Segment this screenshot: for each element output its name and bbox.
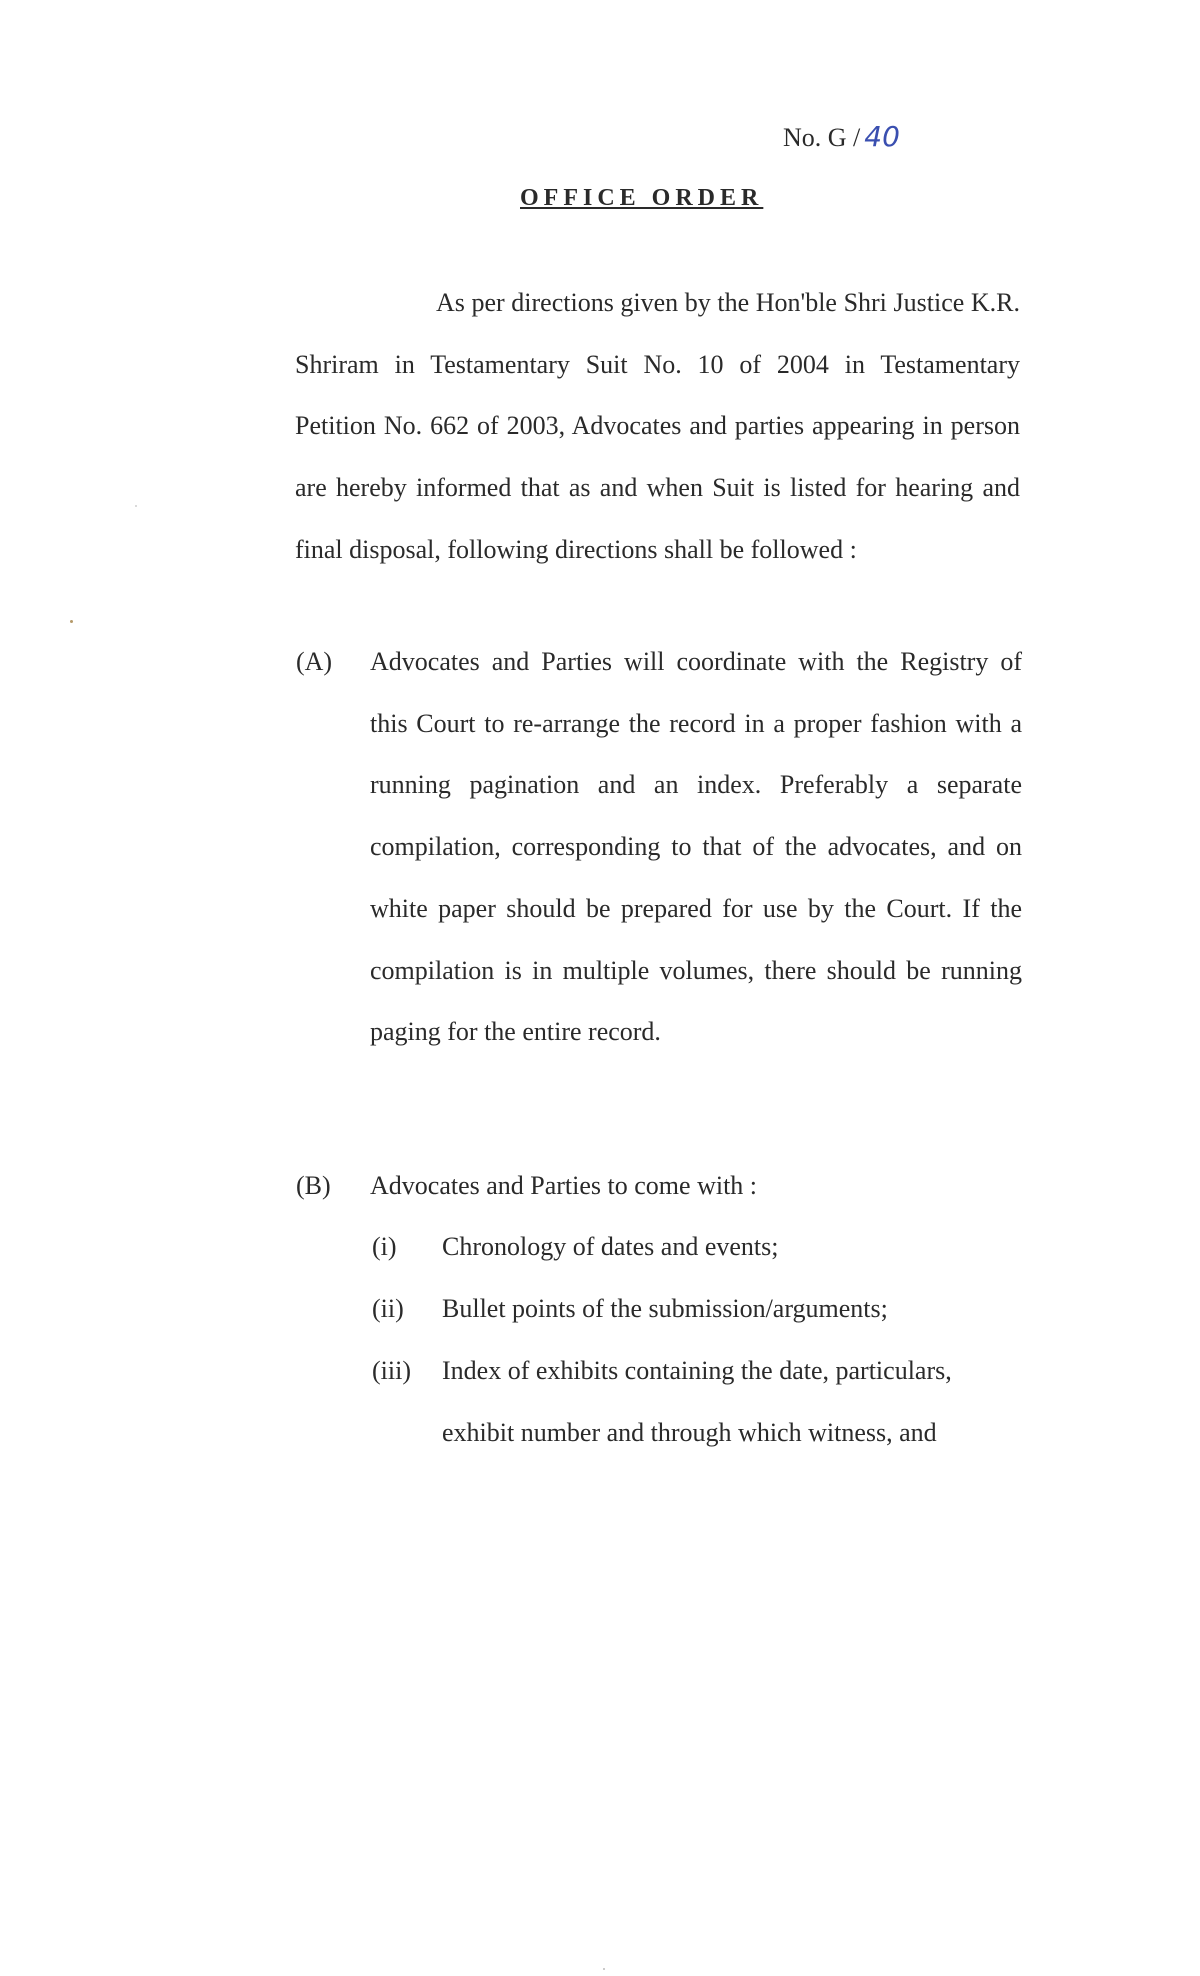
direction-text: Advocates and Parties to come with : xyxy=(370,1171,758,1200)
reference-prefix: No. G / xyxy=(783,123,861,152)
direction-text: Advocates and Parties will coordinate with the Registry of this Court to re-arrange the record in a proper fashion with a running pagination and an index. Preferably a separate compilation, corresponding to that of the advocates, and on white paper should be prepared for use by the Court. If the compilation is in multiple volumes, there should be running paging for the entire record. xyxy=(370,647,1022,1047)
sub-item-text: Index of exhibits containing the date, particulars, exhibit number and through which witness, and xyxy=(442,1356,952,1447)
intro-paragraph: As per directions given by the Hon'ble Shri Justice K.R. Shriram in Testamentary Suit No. 10 of 2004 in Testamentary Petition No. 662 of 2003, Advocates and parties appearing in person are hereby informed that as and when Suit is listed for hearing and final disposal, following directions shall be followed : xyxy=(295,288,1020,564)
sub-item-marker: (iii) xyxy=(372,1356,411,1385)
handwritten-reference-number: 40 xyxy=(864,120,900,153)
sub-item-text: Bullet points of the submission/arguments; xyxy=(442,1294,888,1323)
direction-marker: (A) xyxy=(296,647,333,676)
paper-speck xyxy=(603,1968,605,1970)
direction-marker: (B) xyxy=(296,1171,331,1200)
sub-item-marker: (ii) xyxy=(372,1294,404,1323)
paper-speck xyxy=(70,620,73,623)
sub-item-marker: (i) xyxy=(372,1232,397,1261)
order-reference-number xyxy=(783,120,900,153)
document-title: OFFICE ORDER xyxy=(520,185,764,211)
paper-speck xyxy=(135,505,137,507)
sub-item-text: Chronology of dates and events; xyxy=(442,1232,779,1261)
